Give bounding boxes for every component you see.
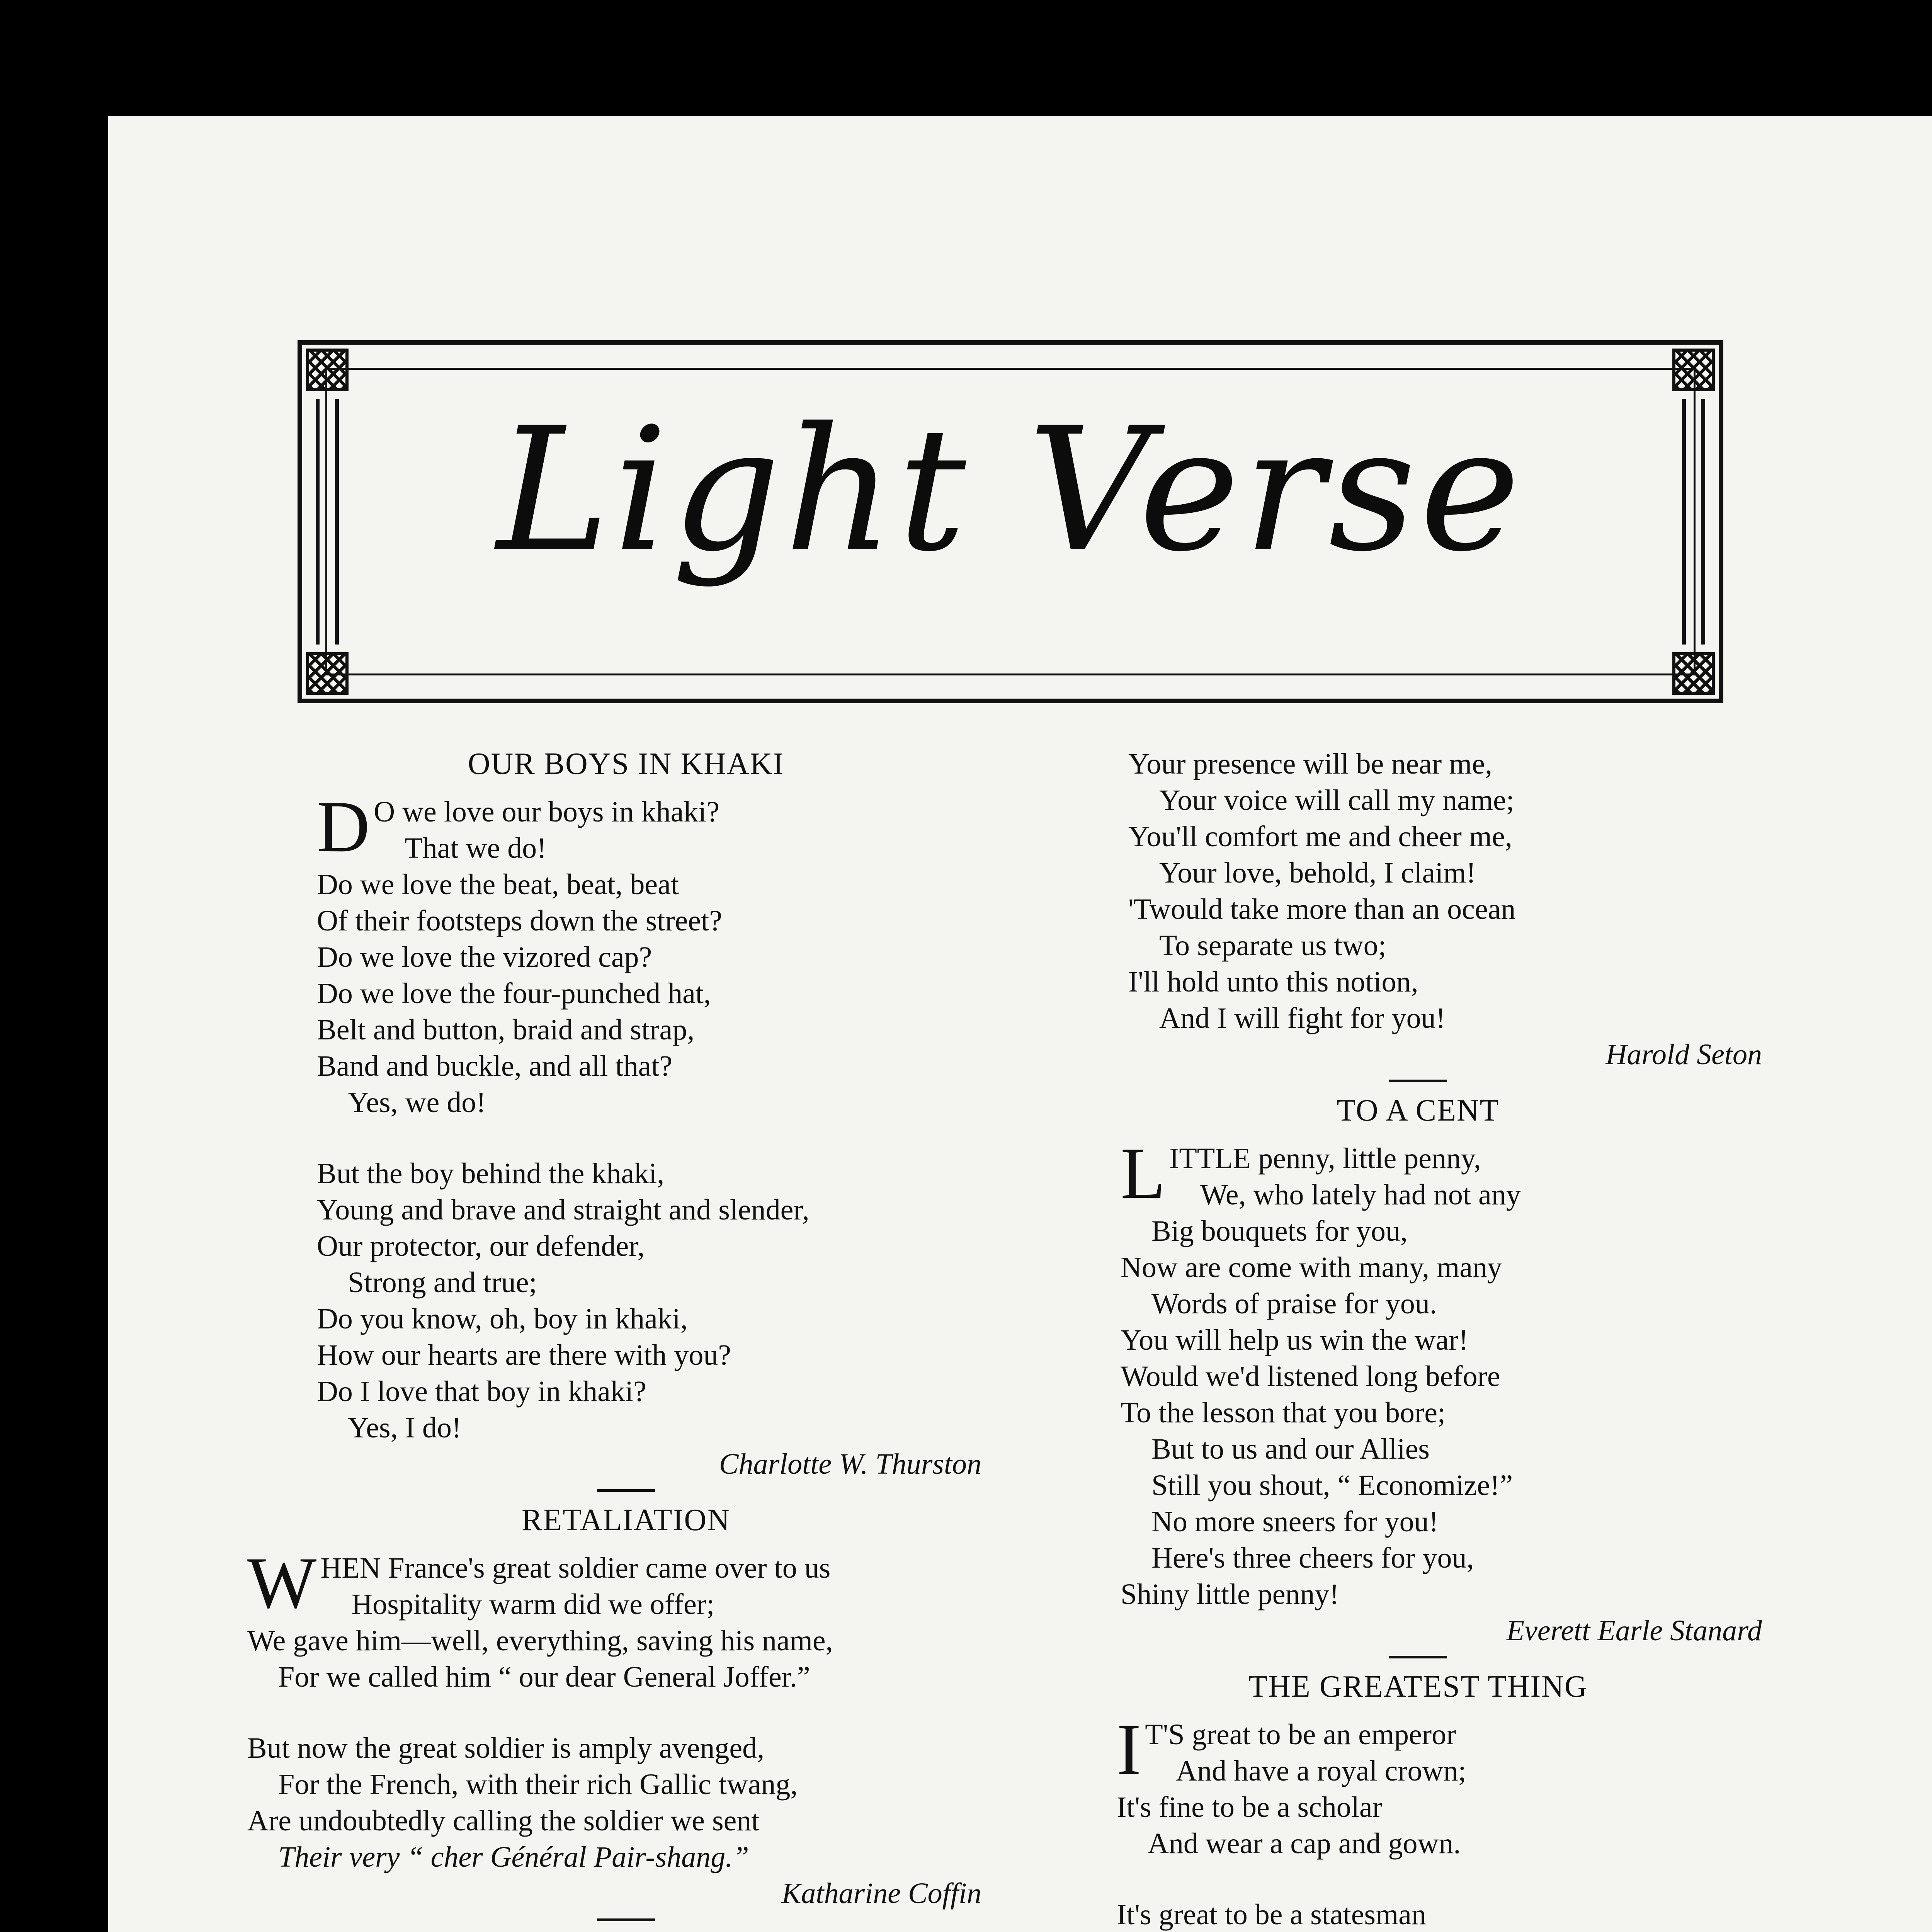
poem-line: To separate us two;: [1159, 929, 1386, 962]
celtic-knot-ornament: [1672, 349, 1715, 391]
poem-line: Do you know, oh, boy in khaki,: [317, 1303, 688, 1335]
poem-line: To the lesson that you bore;: [1121, 1396, 1446, 1429]
poem-line: And wear a cap and gown.: [1148, 1827, 1461, 1860]
poem-line: T'S great to be an emperor: [1145, 1718, 1456, 1751]
celtic-knot-ornament: [306, 652, 349, 695]
poem-line: But now the great soldier is amply avenged,: [247, 1732, 765, 1764]
poem-first-line: [317, 786, 1005, 867]
poem-line: And I will fight for you!: [1159, 1002, 1446, 1034]
poem-line: Big bouquets for you,: [1151, 1215, 1408, 1247]
section-divider: [597, 1489, 655, 1492]
poem-line: You will help us win the war!: [1121, 1324, 1469, 1356]
poem-line: Their very “ cher Général Pair-shang.”: [278, 1841, 749, 1873]
section-divider: [597, 1918, 655, 1921]
poem-line: Here's three cheers for you,: [1151, 1542, 1474, 1574]
poem-line: Yes, I do!: [348, 1412, 462, 1444]
poem-line: 'Twould take more than an ocean: [1128, 893, 1516, 925]
poem-line: Strong and true;: [348, 1266, 537, 1299]
poem-line: I'll hold unto this notion,: [1128, 966, 1418, 998]
poem-line: Belt and button, braid and strap,: [317, 1014, 695, 1046]
poem-line: Your presence will be near me,: [1128, 748, 1492, 780]
celtic-knot-ornament: [306, 349, 349, 391]
poem-author: Harold Seton: [1605, 1038, 1762, 1071]
poem-author: Charlotte W. Thurston: [719, 1448, 981, 1480]
poem-first-line: [1117, 1709, 1762, 1790]
poem-line: We gave him—well, everything, saving his name,: [247, 1624, 833, 1657]
poem-author: Everett Earle Stanard: [1506, 1614, 1762, 1647]
poem-title: RETALIATION: [522, 1503, 730, 1537]
poem-line: It's fine to be a scholar: [1117, 1791, 1382, 1823]
poem-line: Hospitality warm did we offer;: [351, 1588, 715, 1621]
poem-title: THE GREATEST THING: [1248, 1670, 1588, 1704]
poem-line: Young and brave and straight and slender,: [317, 1194, 810, 1226]
poem-first-line: [247, 1543, 1005, 1624]
poem-line: No more sneers for you!: [1151, 1505, 1439, 1538]
poem-line: Do we love the beat, beat, beat: [317, 868, 679, 901]
poem-line: Your voice will call my name;: [1159, 784, 1514, 816]
title-banner: [298, 340, 1723, 703]
right-column: [1074, 746, 1762, 1932]
poem-line: Words of praise for you.: [1151, 1287, 1437, 1320]
poem-line: That we do!: [405, 832, 547, 864]
poem-author: Katharine Coffin: [781, 1877, 981, 1910]
left-column: [247, 746, 1005, 1932]
drop-cap: W: [247, 1543, 317, 1624]
poem-line: But to us and our Allies: [1151, 1433, 1430, 1465]
poem-line: For we called him “ our dear General Joffer.”: [278, 1661, 810, 1693]
celtic-knot-ornament: [1672, 652, 1715, 695]
section-divider: [1389, 1080, 1447, 1082]
poem-first-line: [1121, 1133, 1762, 1214]
poem-line: Your love, behold, I claim!: [1159, 857, 1476, 889]
poem-line: We, who lately had not any: [1200, 1179, 1521, 1211]
poem-line: Shiny little penny!: [1121, 1578, 1339, 1611]
poem-line: But the boy behind the khaki,: [317, 1157, 665, 1190]
poem-line: How our hearts are there with you?: [317, 1339, 731, 1371]
poem-line: Band and buckle, and all that?: [317, 1050, 673, 1082]
poem-line: ITTLE penny, little penny,: [1169, 1142, 1481, 1175]
poem-line: Still you shout, “ Economize!”: [1151, 1469, 1513, 1502]
drop-cap: L: [1121, 1133, 1166, 1214]
poem-line: Yes, we do!: [348, 1086, 486, 1119]
poem-line: Do I love that boy in khaki?: [317, 1375, 646, 1408]
section-divider: [1389, 1656, 1447, 1658]
poem-line: Now are come with many, many: [1121, 1251, 1502, 1284]
poem-line: You'll comfort me and cheer me,: [1128, 820, 1512, 853]
poem-line: Do we love the vizored cap?: [317, 941, 652, 973]
drop-cap: I: [1117, 1709, 1141, 1790]
poem-line: It's great to be a statesman: [1117, 1898, 1426, 1931]
poem-line: Are undoubtedly calling the soldier we sent: [247, 1804, 760, 1837]
poem-line: Would we'd listened long before: [1121, 1360, 1500, 1393]
poem-line: Of their footsteps down the street?: [317, 905, 722, 937]
section-title: Light Verse: [497, 391, 1524, 589]
poem-line: Do we love the four-punched hat,: [317, 977, 711, 1010]
poem-line: HEN France's great soldier came over to us: [320, 1552, 831, 1584]
poem-line: Our protector, our defender,: [317, 1230, 645, 1262]
poem-line: And have a royal crown;: [1176, 1755, 1466, 1787]
poem-title: TO A CENT: [1337, 1094, 1500, 1128]
poem-title: OUR BOYS IN KHAKI: [468, 747, 784, 781]
drop-cap: D: [317, 786, 370, 867]
poem-line: O we love our boys in khaki?: [374, 796, 720, 828]
poem-line: For the French, with their rich Gallic twang,: [278, 1768, 798, 1801]
